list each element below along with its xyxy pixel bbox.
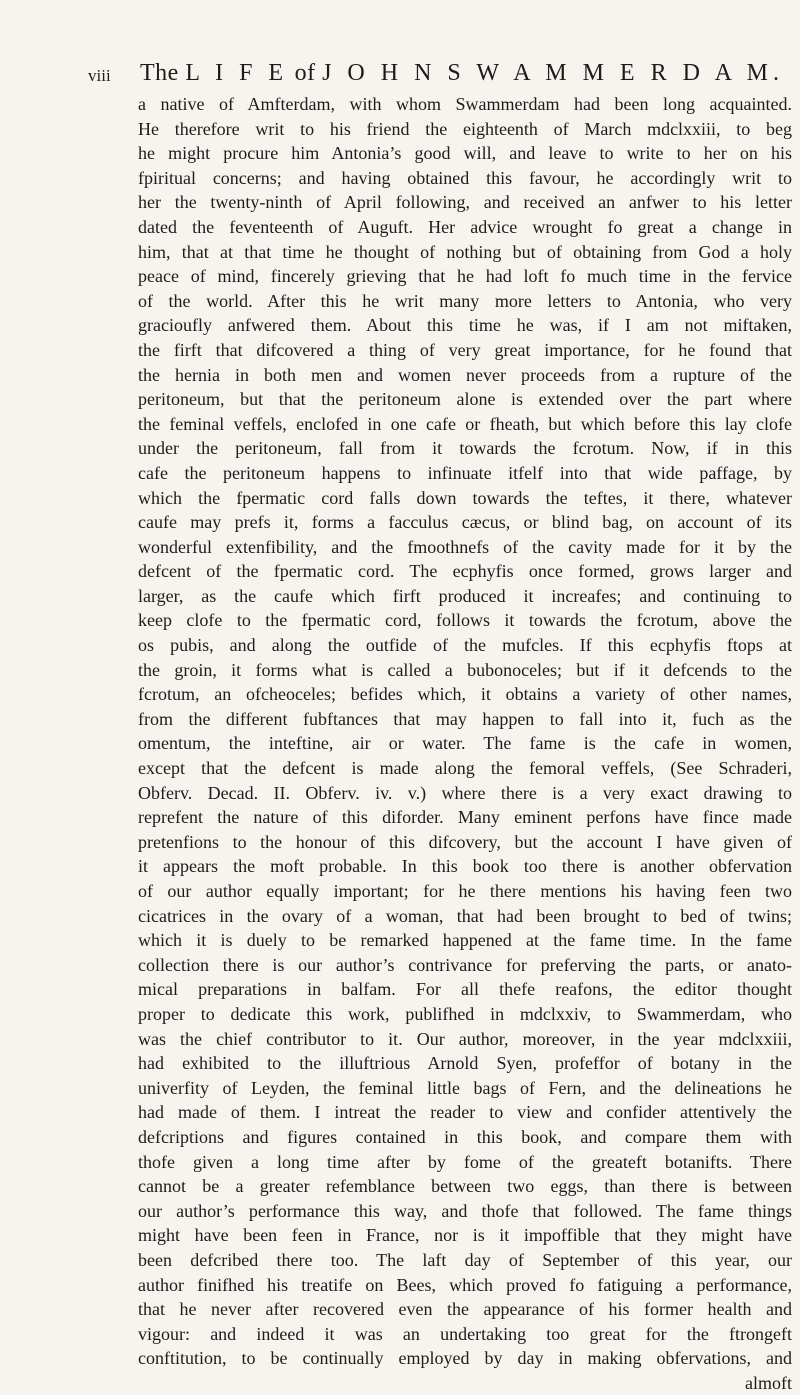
running-title-name: J O H N S W A M M E R D A M. [322, 60, 784, 86]
text-line: collection there is our author’s contrivance for preferving the parts, or anato- [138, 954, 792, 975]
text-line: reprefent the nature of this diforder. Many eminent perfons have fince made [138, 807, 792, 828]
text-line: dated the feventeenth of Auguft. Her advice wrought fo great a change in [138, 216, 792, 237]
text-line: omentum, the inteftine, air or water. The fame is the cafe in women, [138, 733, 792, 754]
catchword: almoft [745, 1372, 792, 1393]
text-line: our author’s performance this way, and thofe that followed. The fame things [138, 1200, 792, 1221]
text-line: conftitution, to be continually employed by day in making obfervations, and [138, 1348, 792, 1369]
text-line: He therefore writ to his friend the eighteenth of March mdclxxiii, to beg [138, 118, 792, 139]
text-line: defcent of the fpermatic cord. The ecphyfis once formed, grows larger and [138, 561, 792, 582]
text-line: a native of Amfterdam, with whom Swammerdam had been long acquainted. [138, 94, 792, 114]
running-title-life: L I F E [185, 60, 289, 86]
text-line: wonderful extenfibility, and the fmoothnefs of the cavity made for it by the [138, 536, 792, 557]
text-line: univerfity of Leyden, the feminal little bags of Fern, and the delineations he [138, 1077, 792, 1098]
text-line: which it is duely to be remarked happened at the fame time. In the fame [138, 930, 792, 951]
running-title-the: The [140, 60, 179, 86]
text-line: might have been feen in France, nor is it impoffible that they might have [138, 1225, 792, 1246]
text-line: that he never after recovered even the appearance of his former health and [138, 1299, 792, 1320]
text-line: he might procure him Antonia’s good will, and leave to write to her on his [138, 143, 792, 164]
text-line: him, that at that time he thought of nothing but of obtaining from God a holy [138, 241, 792, 262]
page-number: viii [88, 66, 111, 85]
text-line: fcrotum, an ofcheoceles; befides which, it obtains a variety of other names, [138, 684, 792, 705]
text-line: the firft that difcovered a thing of very great importance, for he found that [138, 339, 792, 360]
text-line: keep clofe to the fpermatic cord, follows it towards the fcrotum, above the [138, 610, 792, 631]
text-line: os pubis, and along the outfide of the mufcles. If this ecphyfis ftops at [138, 635, 792, 656]
text-line: peritoneum, but that the peritoneum alone is extended over the part where [138, 389, 792, 410]
text-line: author finifhed his treatife on Bees, which proved fo fatiguing a performance, [138, 1274, 792, 1295]
text-line: which the fpermatic cord falls down towards the teftes, it there, whatever [138, 487, 792, 508]
text-line: her the twenty-ninth of April following, and received an anfwer to his letter [138, 192, 792, 213]
text-line: been defcribed there too. The laft day of September of this year, our [138, 1249, 792, 1270]
text-line: from the different fubftances that may happen to fall into it, fuch as the [138, 708, 792, 729]
text-line: defcriptions and figures contained in this book, and compare them with [138, 1126, 792, 1147]
running-title-of: of [294, 60, 316, 86]
text-line: the hernia in both men and women never proceeds from a rupture of the [138, 364, 792, 385]
text-line: caufe may prefs it, forms a facculus cæcus, or blind bag, on account of its [138, 512, 792, 533]
text-line: peace of mind, fincerely grieving that he had loft fo much time in the fervice [138, 266, 792, 287]
text-line: under the peritoneum, fall from it towards the fcrotum. Now, if in this [138, 438, 792, 459]
text-line: of our author equally important; for he there mentions his having feen two [138, 881, 792, 901]
text-line: mical preparations in balfam. For all thefe reafons, the editor thought [138, 979, 792, 1000]
page-header [88, 60, 784, 92]
text-line: had exhibited to the illuftrious Arnold Syen, profeffor of botany in the [138, 1053, 792, 1074]
text-line: had made of them. I intreat the reader to view and confider attentively the [138, 1102, 792, 1123]
text-line: the groin, it forms what is called a bubonoceles; but if it defcends to the [138, 659, 792, 680]
text-line: the feminal veffels, enclofed in one cafe or fheath, but which before this lay clofe [138, 413, 792, 434]
text-line: except that the defcent is made along the femoral veffels, (See Schraderi, [138, 758, 792, 779]
text-line: of the world. After this he writ many more letters to Antonia, who very [138, 290, 792, 311]
text-line: cannot be a greater refemblance between two eggs, than there is between [138, 1176, 792, 1197]
body-text [138, 92, 792, 1395]
text-line: Obferv. Decad. II. Obferv. iv. v.) where there is a very exact drawing to [138, 782, 792, 803]
text-line: gracioufly anfwered them. About this time he was, if I am not miftaken, [138, 315, 792, 336]
text-line: thofe given a long time after by fome of the greateft botanifts. There [138, 1151, 792, 1172]
text-line: cafe the peritoneum happens to infinuate itfelf into that wide paffage, by [138, 462, 792, 483]
text-line: proper to dedicate this work, publifhed in mdclxxiv, to Swammerdam, who [138, 1003, 792, 1024]
text-line: was the chief contributor to it. Our author, moreover, in the year mdclxxiii, [138, 1028, 792, 1049]
text-line: fpiritual concerns; and having obtained this favour, he accordingly writ to [138, 167, 792, 188]
running-title [140, 60, 784, 87]
text-line: cicatrices in the ovary of a woman, that had been brought to bed of twins; [138, 905, 792, 926]
text-line: pretenfions to the honour of this difcovery, but the account I have given of [138, 831, 792, 852]
text-line: vigour: and indeed it was an undertaking too great for the ftrongeft [138, 1323, 792, 1344]
text-line: it appears the moft probable. In this book too there is another obfervation [138, 856, 792, 877]
text-line: larger, as the caufe which firft produced it increafes; and continuing to [138, 585, 792, 606]
